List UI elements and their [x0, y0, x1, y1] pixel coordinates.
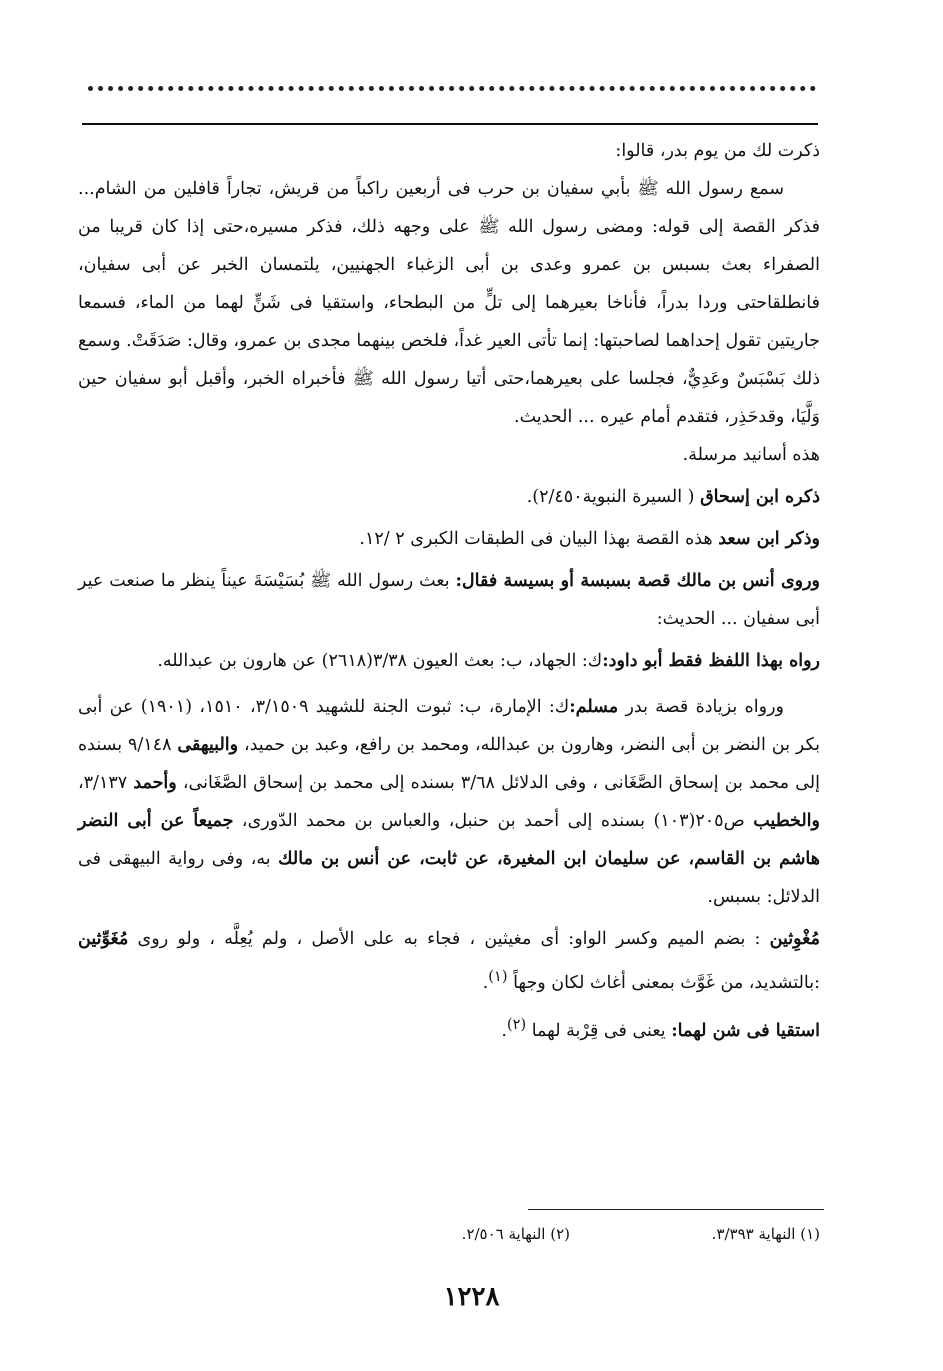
paragraph-ibn-ishaq [78, 478, 820, 516]
paragraph-shann [78, 1006, 820, 1050]
bold-source: وروى أنس بن مالك قصة بسبسة أو بسيسة فقال: [455, 571, 821, 591]
text-run: . [501, 1020, 507, 1041]
footnote-ref[interactable]: (٢) [506, 1015, 527, 1033]
bold-term: استقيا فى شن لهما: [671, 1020, 820, 1041]
text-run: ورواه بزيادة قصة بدر [618, 697, 784, 717]
source-detail: ( السيرة النبوية٢/٤٥٠). [526, 487, 701, 507]
header-rule [82, 123, 818, 125]
page-number: ١٢٢٨ [443, 1282, 500, 1312]
bold-term: مُغَوِّثين [78, 929, 129, 949]
paragraph-narrative: سمع رسول الله ﷺ بأبي سفيان بن حرب فى أربعين راكباً من قريش، تجاراً قافلين من الشام... فذكر القصة إلى قوله: ومضى رسول الله ﷺ على وجهه ذلك، فذكر مسيره،حتى إذا كان قريبا من الصفراء بعث بسبس بن عمرو وعدى بن أبى الزغباء الجهنيين، يلتمسان الخبر عن أبى سفيان، فانطلقاحتى وردا بدراً، فأناخا بعيرهما إلى تلٍّ من البطحاء، واستقيا فى شَنٍّ لهما من الماء، فسمعا جاريتين تقول إحداهما لصاحبتها: إنما تأتى العير غداً، فلخص بينهما مجدى بن عمرو، وقال: صَدَقَتْ. وسمع ذلك بَسْبَسٌ وعَدِيٌّ، فجلسا على بعيرهما،حتى أتيا رسول الله ﷺ فأخبراه الخبر، وأقبل أبو سفيان حين وَلَّيَا، وقدحَذِر، فتقدم أمام عيره ... الحديث. [78, 179, 820, 427]
text-run: يعنى فى قِرْبة لهما [526, 1020, 672, 1041]
text-run: ٩/١٤٨ بسنده إلى محمد بن إسحاق الصَّغَانى ، وفى الدلائل ٣/٦٨ بسنده إلى محمد بن إسحاق الصَّغَانى، [78, 735, 820, 793]
bold-term: مُغْوِثين [769, 929, 820, 949]
footnote-1: (١) النهاية ٣/٣٩٣. [711, 1225, 820, 1243]
bold-source: والخطيب [753, 811, 820, 831]
footnote-ref[interactable]: (١) [488, 968, 508, 985]
main-text [78, 132, 820, 1050]
text-run: ٣/١٣٧، [78, 773, 134, 793]
text-run: ص٢٠٥(١٠٣) بسنده إلى أحمد بن حنبل، والعباس بن محمد الدّورى، [233, 811, 754, 831]
bold-source: والبيهقى [177, 735, 239, 755]
text-run: : بضم الميم وكسر الواو: أى مغيثين ، فجاء به على الأصل ، ولم يُعِلَّه ، ولو روى [128, 929, 770, 949]
footnote-rule [528, 1209, 824, 1210]
bold-source: مسلم: [569, 697, 619, 717]
text-run: . [482, 972, 489, 993]
bold-source: رواه بهذا اللفظ فقط أبو داود: [602, 651, 820, 671]
bold-isnad: جميعاً عن أبى النضر هاشم بن القاسم، عن سليمان ابن المغيرة، عن ثابت، عن أنس بن مالك [78, 811, 820, 869]
source-detail: بعث رسول الله ﷺ بُسَيْسَةَ عيناً ينظر ما صنعت عير أبى سفيان ... الحديث: [78, 571, 820, 629]
text-run: :بالتشديد، من غَوَّث بمعنى أغاث لكان وجهاً [507, 972, 820, 993]
source-detail: ك: الجهاد، ب: بعث العيون ٣/٣٨(٢٦١٨) عن هارون بن عبدالله. [157, 651, 603, 671]
paragraph-muslim-takhrij [78, 688, 820, 916]
text-run: ك: الإمارة، ب: ثبوت الجنة للشهيد ٣/١٥٠٩، ١٥١٠، (١٩٠١) عن أبى بكر بن النضر بن أبى النضر، وهارون بن عبدالله، ومحمد بن رافع، وعبد بن حميد، [78, 697, 820, 755]
text-run: به، وفى رواية البيهقى فى الدلائل: بسبس. [78, 849, 820, 907]
footnotes [80, 1225, 820, 1243]
paragraph-abu-dawud [78, 642, 820, 680]
paragraph-mursal-note: هذه أسانيد مرسلة. [682, 445, 820, 465]
paragraph-ibn-saad [78, 520, 820, 558]
footnote-2: (٢) النهاية ٢/٥٠٦. [461, 1225, 570, 1243]
paragraph-anas [78, 562, 820, 638]
bold-source: وذكر ابن سعد [718, 529, 820, 549]
source-detail: هذه القصة بهذا البيان فى الطبقات الكبرى ٢ /١٢. [359, 529, 719, 549]
dotted-separator [88, 86, 816, 91]
bold-source: ذكره ابن إسحاق [700, 487, 820, 507]
paragraph-intro: ذكرت لك من يوم بدر، قالوا: [615, 141, 820, 161]
bold-source: وأحمد [133, 773, 177, 793]
paragraph-mughwithin [78, 920, 820, 1002]
